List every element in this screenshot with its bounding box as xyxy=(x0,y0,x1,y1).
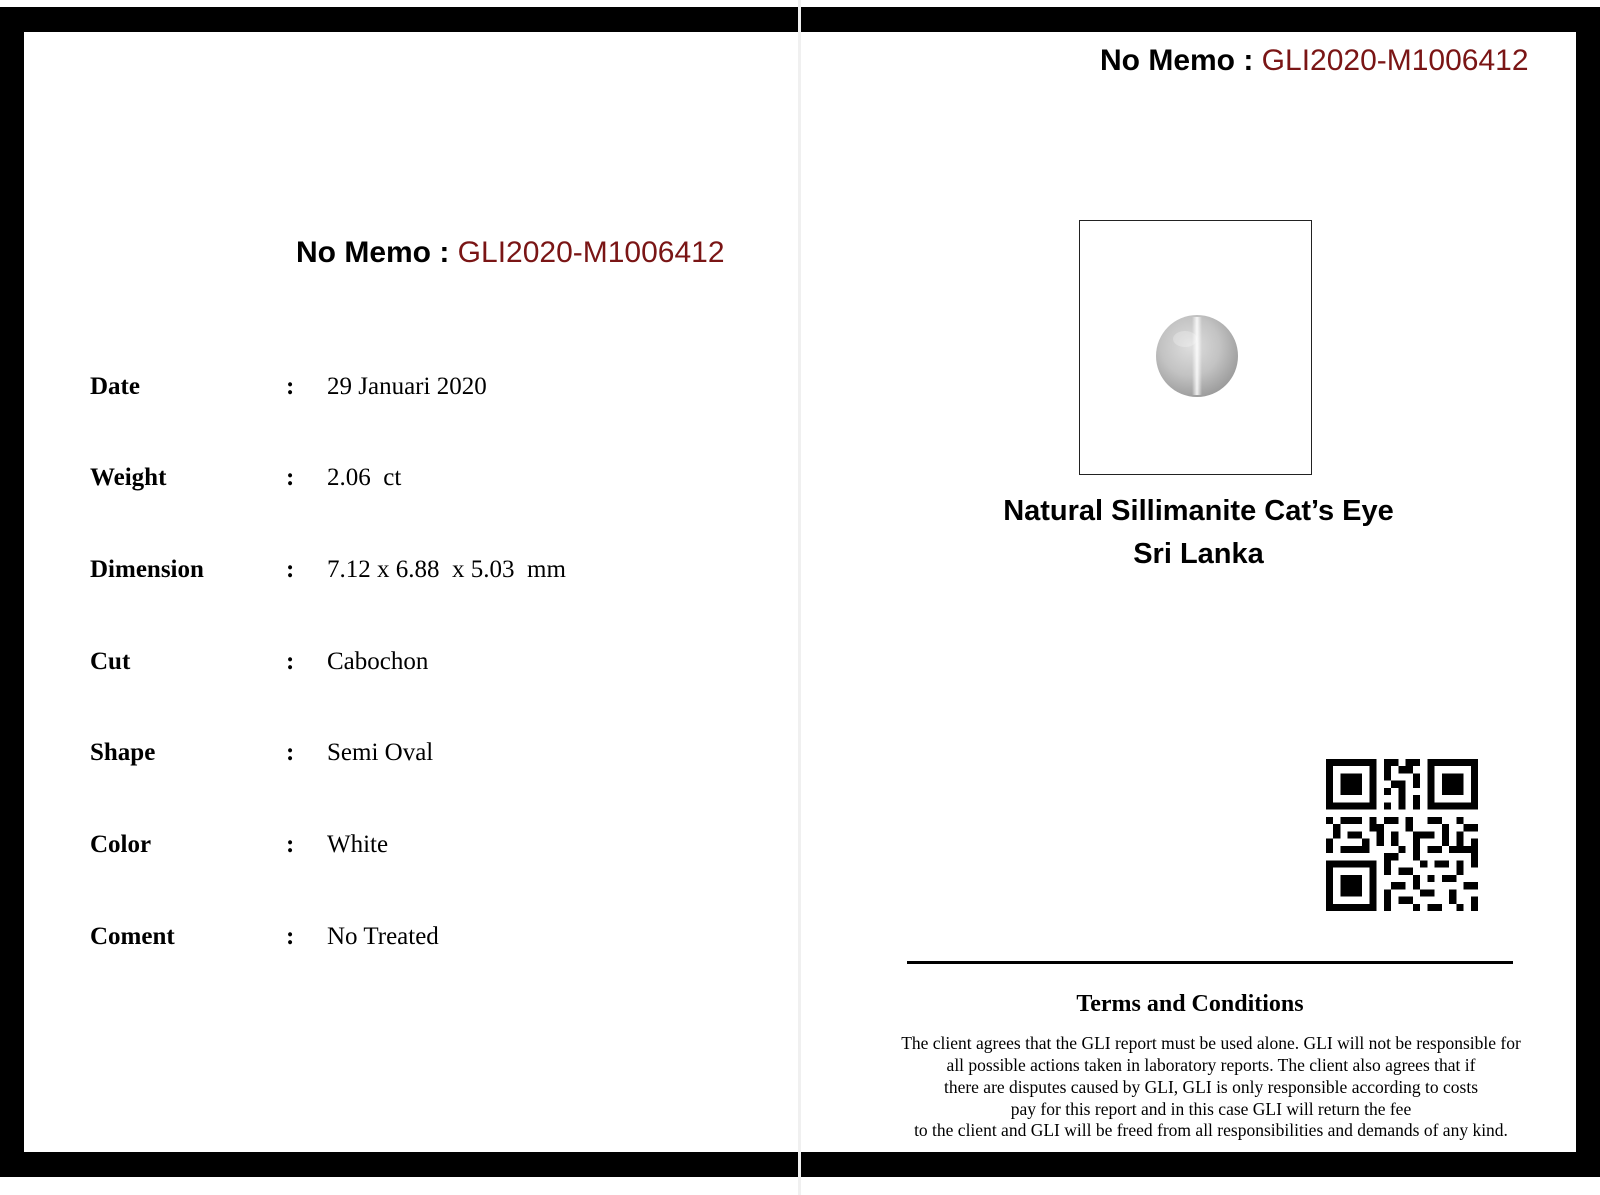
field-label: Shape xyxy=(90,739,156,766)
field-label: Coment xyxy=(90,923,175,950)
field-colon: : xyxy=(286,464,295,491)
memo-number-heading-left xyxy=(296,236,725,270)
field-value-dimension: 7.12 x 6.88 x 5.03 mm xyxy=(327,556,566,583)
field-colon: : xyxy=(286,739,295,766)
terms-line: to the client and GLI will be freed from all responsibilities and demands of any kind. xyxy=(914,1120,1508,1140)
gemstone-image xyxy=(1080,221,1311,474)
field-value-date: 29 Januari 2020 xyxy=(327,373,487,400)
stone-name: Natural Sillimanite Cat’s Eye xyxy=(1003,495,1394,527)
field-colon: : xyxy=(286,648,295,675)
field-value-cut: Cabochon xyxy=(327,648,429,675)
field-value-weight: 2.06 ct xyxy=(327,464,402,491)
field-value-color: White xyxy=(327,831,389,858)
field-label: Date xyxy=(90,373,140,400)
terms-line: all possible actions taken in laboratory reports. The client also agrees that if xyxy=(946,1055,1476,1075)
terms-line: there are disputes caused by GLI, GLI is only responsible according to costs xyxy=(943,1077,1479,1097)
field-value-comment: No Treated xyxy=(327,923,439,950)
terms-divider xyxy=(907,961,1513,964)
field-label: Cut xyxy=(90,648,131,675)
field-label: Color xyxy=(90,831,152,858)
terms-title: Terms and Conditions xyxy=(1076,991,1304,1017)
field-colon: : xyxy=(286,373,295,400)
field-colon: : xyxy=(286,831,295,858)
stone-origin: Sri Lanka xyxy=(1133,538,1264,570)
field-value-shape: Semi Oval xyxy=(327,739,434,766)
terms-line: pay for this report and in this case GLI will return the fee xyxy=(1010,1099,1412,1119)
field-colon: : xyxy=(286,556,295,583)
gemstone-photo xyxy=(1079,220,1312,475)
cats-eye-band xyxy=(1192,317,1202,395)
right-page xyxy=(801,32,1576,1152)
memo-number-heading-right xyxy=(1100,44,1529,78)
page-fold-divider xyxy=(798,0,801,1195)
field-label: Weight xyxy=(90,464,167,491)
field-colon: : xyxy=(286,923,295,950)
left-page xyxy=(24,32,798,1152)
memo-number: GLI2020-M1006412 xyxy=(1261,44,1529,77)
memo-label: No Memo : xyxy=(1100,44,1254,77)
field-label: Dimension xyxy=(90,556,204,583)
terms-line: The client agrees that the GLI report must be used alone. GLI will not be responsible for xyxy=(901,1033,1521,1053)
memo-number: GLI2020-M1006412 xyxy=(457,236,725,269)
memo-label: No Memo : xyxy=(296,236,450,269)
qr-code-icon xyxy=(1326,754,1478,916)
